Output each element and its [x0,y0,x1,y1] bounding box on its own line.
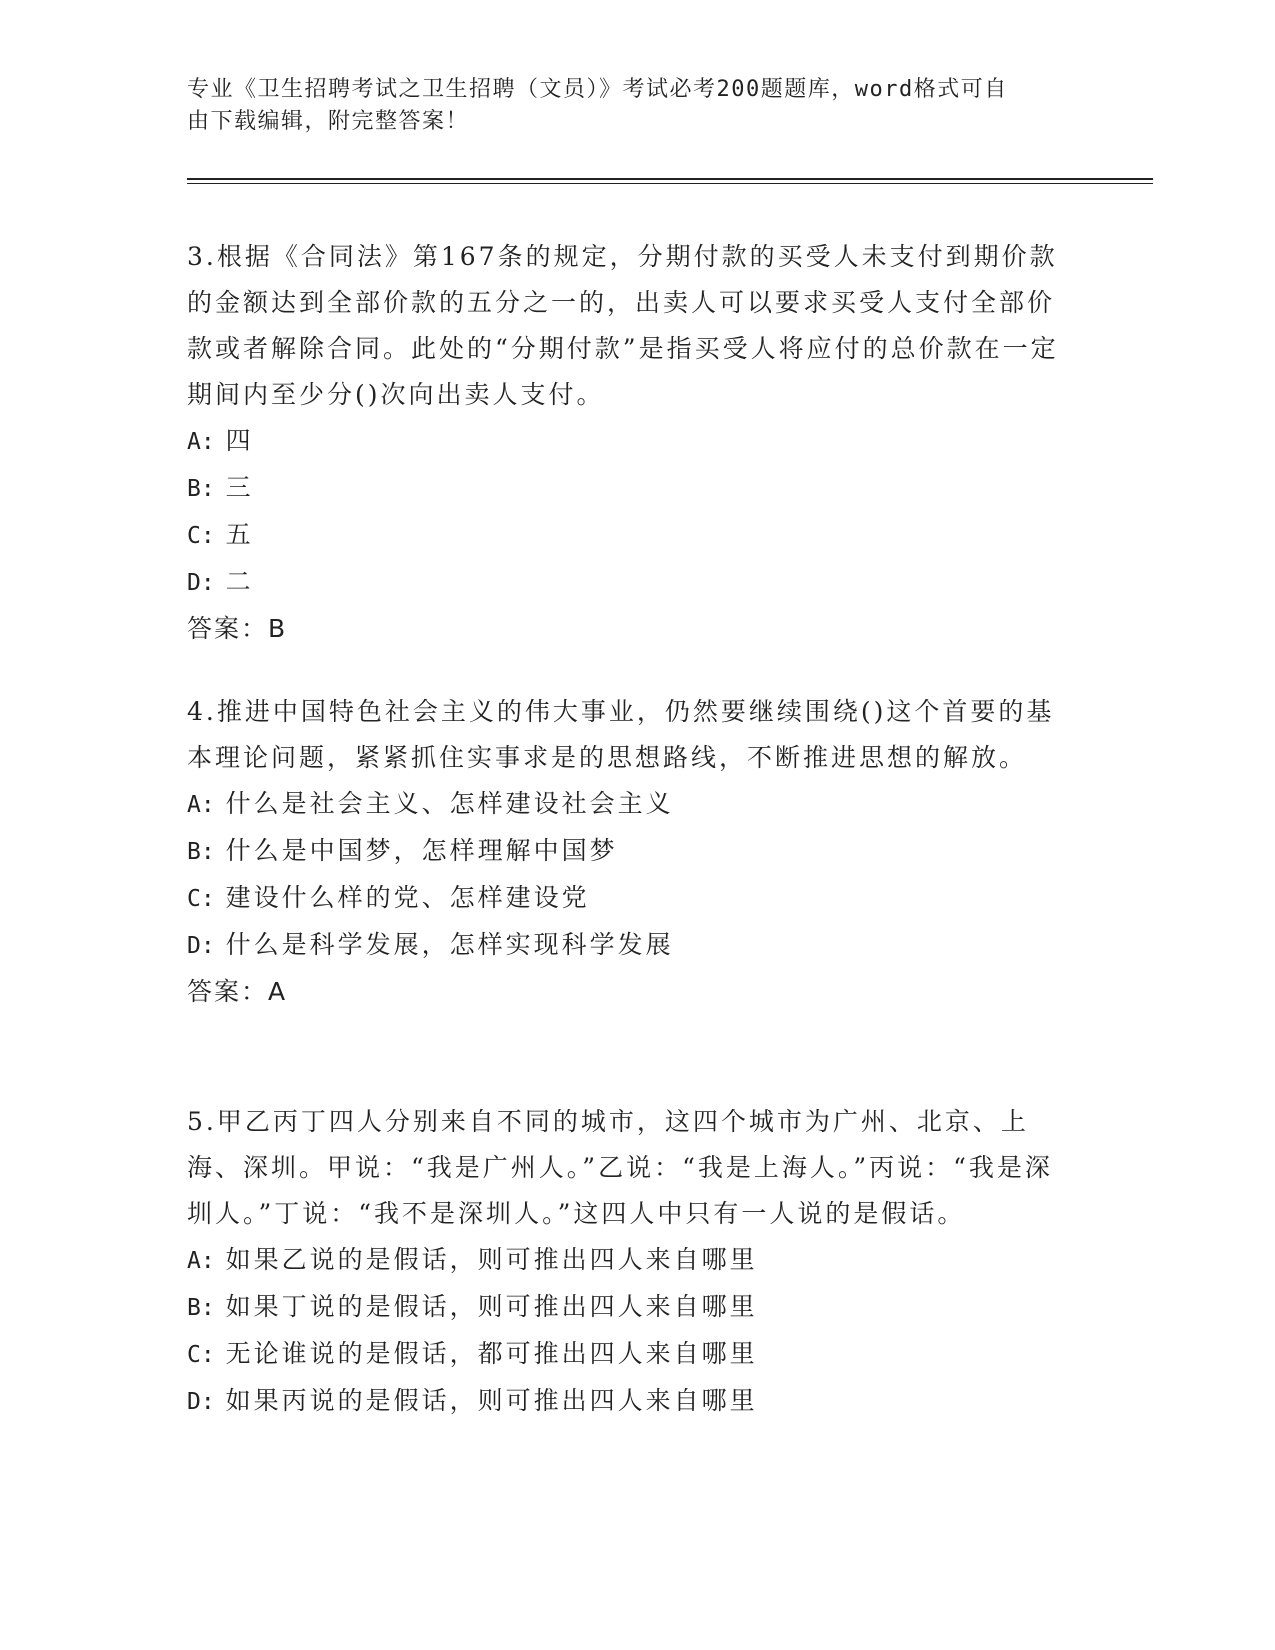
question-stem: 4.推进中国特色社会主义的伟大事业，仍然要继续围绕()这个首要的基本理论问题，紧紧抓住实事求是的思想路线，不断推进思想的解放。 [187,697,1055,772]
option-text: 五 [225,520,254,549]
option-text: 什么是社会主义、怎样建设社会主义 [225,789,674,818]
option-text: 无论谁说的是假话，都可推出四人来自哪里 [225,1339,758,1368]
question-4 [187,689,1067,1015]
option-letter: C: [187,886,215,912]
option-text: 四 [225,426,254,455]
option-d [187,559,1067,606]
header-line-1: 专业《卫生招聘考试之卫生招聘（文员）》考试必考200题题库，word格式可自 [187,77,1008,102]
option-letter: D: [187,570,215,596]
option-letter: C: [187,523,215,549]
option-c [187,512,1067,559]
option-d [187,922,1067,969]
option-letter: A: [187,792,215,818]
answer-line: 答案：A [187,977,288,1006]
option-letter: C: [187,1342,215,1368]
option-text: 如果乙说的是假话，则可推出四人来自哪里 [225,1245,758,1274]
option-b [187,465,1067,512]
option-b [187,828,1067,875]
header-divider-thick [187,178,1153,180]
option-text: 三 [225,473,254,502]
option-text: 二 [225,567,254,596]
answer-line: 答案：B [187,614,288,643]
option-letter: B: [187,476,215,502]
question-5 [187,1099,1067,1425]
option-c [187,1331,1067,1378]
option-text: 什么是中国梦，怎样理解中国梦 [225,836,618,865]
question-stem: 5.甲乙丙丁四人分别来自不同的城市，这四个城市为广州、北京、上海、深圳。甲说：“我是广州人。”乙说：“我是上海人。”丙说：“我是深圳人。”丁说：“我不是深圳人。”这四人中只有一人说的是假话。 [187,1107,1053,1228]
header-line-2: 由下载编辑，附完整答案！ [187,109,470,134]
option-letter: A: [187,1248,215,1274]
header-divider-thin [187,183,1153,184]
option-c [187,875,1067,922]
option-a [187,1237,1067,1284]
question-stem: 3.根据《合同法》第167条的规定，分期付款的买受人未支付到期价款的金额达到全部价款的五分之一的，出卖人可以要求买受人支付全部价款或者解除合同。此处的“分期付款”是指买受人将应付的总价款在一定期间内至少分()次向出卖人支付。 [187,242,1059,409]
document-header [187,74,1067,138]
question-3 [187,234,1067,652]
option-d [187,1378,1067,1425]
option-letter: B: [187,839,215,865]
option-text: 建设什么样的党、怎样建设党 [225,883,590,912]
option-text: 如果丁说的是假话，则可推出四人来自哪里 [225,1292,758,1321]
option-letter: B: [187,1295,215,1321]
option-letter: D: [187,933,215,959]
option-letter: D: [187,1389,215,1415]
option-letter: A: [187,429,215,455]
option-text: 什么是科学发展，怎样实现科学发展 [225,930,674,959]
option-text: 如果丙说的是假话，则可推出四人来自哪里 [225,1386,758,1415]
option-a [187,418,1067,465]
option-b [187,1284,1067,1331]
option-a [187,781,1067,828]
